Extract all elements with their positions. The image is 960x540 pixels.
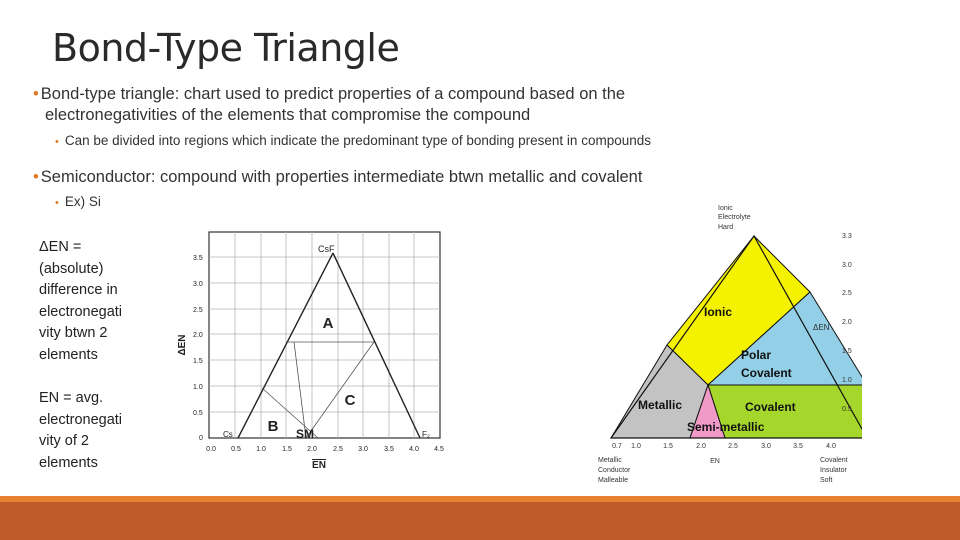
x-tick-label: 3.5 xyxy=(384,446,394,453)
label-semi-metallic: Semi-metallic xyxy=(687,420,765,434)
delta-en-definition xyxy=(39,237,139,367)
x-tick-label: 0.7 xyxy=(612,443,622,450)
bottom-right-label-line: Covalent xyxy=(820,457,848,464)
delta-en-line: electronegati xyxy=(39,303,123,320)
bottom-left-label-line: Metallic xyxy=(598,457,622,464)
x-tick-label: 2.0 xyxy=(307,446,317,453)
label-ionic: Ionic xyxy=(704,305,733,319)
point-label-cs: Cs xyxy=(223,430,233,439)
delta-en-line: elements xyxy=(39,346,98,363)
bullet-dot: • xyxy=(55,136,59,148)
x-tick-label: 3.0 xyxy=(761,443,771,450)
bullet-semiconductor xyxy=(33,167,642,188)
delta-en-line: vity btwn 2 xyxy=(39,325,108,342)
region-label-sm: SM xyxy=(296,427,314,441)
y-tick-label: 0.5 xyxy=(842,406,852,413)
y-tick-label: 1.0 xyxy=(193,384,203,391)
label-polar: Polar xyxy=(741,348,772,362)
bottom-right-label-line: Insulator xyxy=(820,467,847,474)
sub-bullet-text: Can be divided into regions which indicate the predominant type of bonding present in compounds xyxy=(64,133,651,148)
y-tick-label: 0.5 xyxy=(193,410,203,417)
avg-en-line: electronegati xyxy=(39,411,123,428)
right-x-axis-label: EN xyxy=(710,458,720,465)
top-label-line: Ionic xyxy=(718,205,733,212)
top-label-line: Electrolyte xyxy=(718,214,751,221)
sub-bullet-example xyxy=(55,193,101,212)
x-tick-label: 2.0 xyxy=(696,443,706,450)
delta-en-line: ΔEN = xyxy=(39,239,82,255)
avg-en-line: vity of 2 xyxy=(39,433,89,450)
x-tick-label: 1.5 xyxy=(282,446,292,453)
label-polar-covalent: Covalent xyxy=(741,366,792,380)
y-tick-label: 1.0 xyxy=(842,377,852,384)
right-bottom-right-label xyxy=(820,457,848,484)
bottom-left-label-line: Conductor xyxy=(598,467,631,474)
region-label-c: C xyxy=(344,392,356,409)
delta-en-line: (absolute) xyxy=(39,260,104,277)
footer-bar xyxy=(0,502,960,540)
sub-bullet-regions xyxy=(55,132,651,151)
bottom-left-label-line: Malleable xyxy=(598,477,628,484)
x-tick-label: 2.5 xyxy=(333,446,343,453)
point-label-csf: CsF xyxy=(318,244,335,254)
avg-en-definition xyxy=(39,388,139,474)
bullet-dot: • xyxy=(33,168,39,186)
bullet-bond-type-triangle xyxy=(33,84,625,126)
left-x-axis-label: EN xyxy=(312,460,326,471)
y-tick-label: 3.3 xyxy=(842,233,852,240)
right-x-ticks xyxy=(612,443,836,450)
bullet-dot: • xyxy=(55,197,59,209)
right-y-axis-label: ΔEN xyxy=(813,323,830,332)
right-top-label xyxy=(718,205,751,231)
region-label-a: A xyxy=(322,315,334,332)
x-tick-label: 0.5 xyxy=(231,446,241,453)
sub-bullet-text: Ex) Si xyxy=(64,194,101,209)
bullet-text-line2: electronegativities of the elements that compromise the compound xyxy=(45,106,531,124)
x-tick-label: 1.0 xyxy=(631,443,641,450)
point-label-f2: F₂ xyxy=(422,430,430,439)
left-y-axis-label: ΔEN xyxy=(177,334,188,356)
bullet-text: Semiconductor: compound with properties intermediate btwn metallic and covalent xyxy=(40,168,643,186)
bullet-text-line1: Bond-type triangle: chart used to predict properties of a compound based on the xyxy=(40,85,626,103)
region-label-b: B xyxy=(267,418,279,435)
left-x-ticks xyxy=(206,446,444,453)
avg-en-line: EN = avg. xyxy=(39,390,104,406)
y-tick-label: 3.5 xyxy=(193,255,203,262)
x-tick-label: 2.5 xyxy=(728,443,738,450)
slide-title: Bond-Type Triangle xyxy=(52,26,400,70)
bottom-right-label-line: Soft xyxy=(820,477,833,484)
x-tick-label: 4.0 xyxy=(826,443,836,450)
y-tick-label: 2.5 xyxy=(193,307,203,314)
x-tick-label: 3.5 xyxy=(793,443,803,450)
top-label-line: Hard xyxy=(718,224,734,231)
right-bottom-left-label xyxy=(598,457,631,484)
x-tick-label: 1.5 xyxy=(663,443,673,450)
y-tick-label: 3.0 xyxy=(193,281,203,288)
y-tick-label: 2.0 xyxy=(842,319,852,326)
y-tick-label: 2.0 xyxy=(193,332,203,339)
x-tick-label: 0.0 xyxy=(206,446,216,453)
y-tick-label: 0 xyxy=(199,435,203,442)
x-tick-label: 1.0 xyxy=(256,446,266,453)
x-tick-label: 3.0 xyxy=(358,446,368,453)
x-tick-label: 4.0 xyxy=(409,446,419,453)
bullet-dot: • xyxy=(33,85,39,103)
left-y-ticks xyxy=(193,255,203,442)
delta-en-line: difference in xyxy=(39,282,118,299)
avg-en-line: elements xyxy=(39,454,98,471)
left-bond-triangle-chart xyxy=(172,216,450,474)
y-tick-label: 1.5 xyxy=(193,358,203,365)
y-tick-label: 1.5 xyxy=(842,348,852,355)
right-bond-triangle-chart xyxy=(590,198,862,490)
y-tick-label: 3.0 xyxy=(842,262,852,269)
label-covalent: Covalent xyxy=(745,400,796,414)
x-tick-label: 4.5 xyxy=(434,446,444,453)
y-tick-label: 2.5 xyxy=(842,290,852,297)
label-metallic: Metallic xyxy=(638,398,683,412)
